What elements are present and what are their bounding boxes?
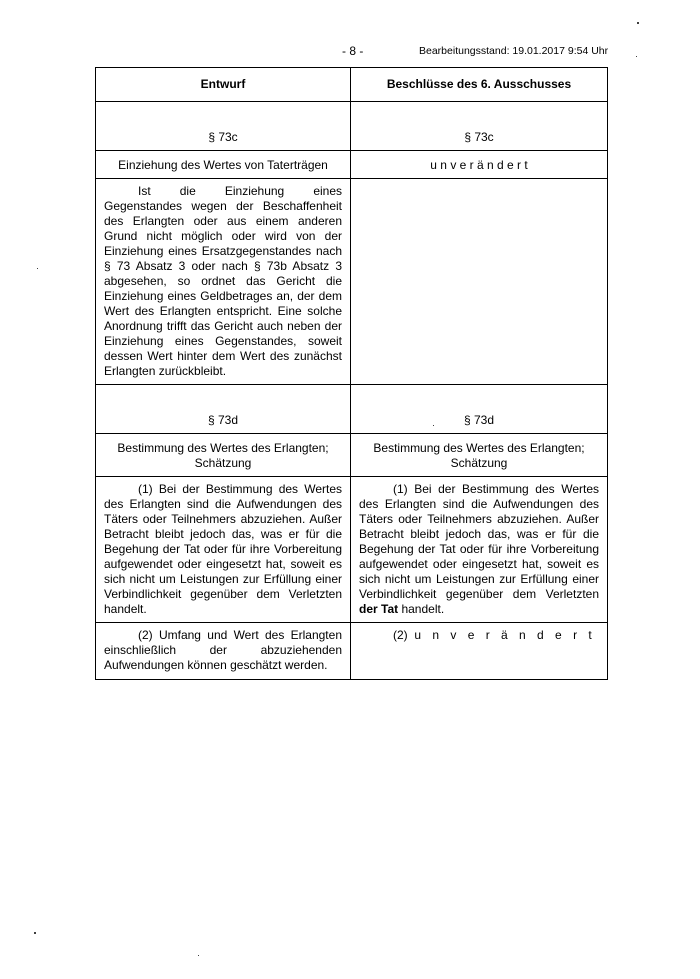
column-header-entwurf: Entwurf: [96, 68, 351, 102]
scan-speck: [34, 932, 36, 934]
bold-change: der Tat: [359, 602, 399, 616]
column-header-beschluesse: Beschlüsse des 6. Ausschusses: [351, 68, 608, 102]
absatz-2-left: [96, 623, 351, 680]
table-row: [96, 477, 608, 623]
paragraph-body-right: [351, 179, 608, 385]
edit-status: Bearbeitungsstand: 19.01.2017 9:54 Uhr: [419, 45, 609, 57]
paragraph-number-right: § 73d: [351, 385, 608, 434]
paragraph-number-left: § 73c: [96, 102, 351, 151]
paragraph-title-left: Einziehung des Wertes von Taterträgen: [96, 151, 351, 179]
paragraph-number-right: § 73c: [351, 102, 608, 151]
table-row: [96, 623, 608, 680]
absatz-number: (2): [393, 628, 408, 642]
page-number: - 8 -: [342, 44, 364, 58]
paragraph-number-left: § 73d: [96, 385, 351, 434]
paragraph-title-left: Bestimmung des Wertes des Erlangten; Schätzung: [96, 434, 351, 477]
absatz-1-right: [351, 477, 608, 623]
scan-speck: [198, 955, 199, 956]
body-text: Ist die Einziehung eines Gegenstandes wegen der Beschaffenheit des Erlangten oder aus einem anderen Grund nicht möglich oder wird von der Einziehung eines Ersatzgegenstandes nach § 73 Absatz 3 oder nach § 73b Absatz 3 abgesehen, so ordnet das Gericht die Einziehung eines Geldbetrages an, der dem Wert des Erlangten entspricht. Eine solche Anordnung trifft das Gericht auch neben der Einziehung eines Gegenstandes, soweit dessen Wert hinter dem Wert des zunächst Erlangten zurückbleibt.: [104, 184, 342, 378]
absatz-2-right: [351, 623, 608, 680]
absatz-1-left: [96, 477, 351, 623]
body-text: [359, 628, 599, 643]
table-row: [96, 102, 608, 151]
page-header: [0, 44, 700, 60]
synopsis-table: [95, 67, 608, 680]
table-row: [96, 385, 608, 434]
body-text: (2) Umfang und Wert des Erlangten einschließlich der abzuziehenden Aufwendungen können geschätzt werden.: [104, 628, 342, 672]
body-text-part: handelt.: [398, 602, 445, 616]
table-header-row: [96, 68, 608, 102]
unchanged-text: u n v e r ä n d e r t: [414, 628, 596, 642]
scan-speck: [433, 425, 434, 426]
paragraph-title-right: u n v e r ä n d e r t: [351, 151, 608, 179]
table-row: [96, 179, 608, 385]
body-text: [359, 482, 599, 617]
body-text: (1) Bei der Bestimmung des Wertes des Erlangten sind die Aufwendungen des Täters oder Teilnehmers abzuziehen. Außer Betracht bleibt jedoch das, was er für die Begehung der Tat oder für ihre Vorbereitung aufgewendet oder eingesetzt hat, soweit es sich nicht um Leistungen zur Erfüllung einer Verbindlichkeit gegenüber dem Verletzten handelt.: [104, 482, 342, 616]
scan-speck: [37, 268, 38, 269]
table-row: [96, 434, 608, 477]
body-text-part: (1) Bei der Bestimmung des Wertes des Erlangten sind die Aufwendungen des Täters oder Teilnehmers abzuziehen. Außer Betracht bleibt jedoch das, was er für die Begehung der Tat oder für ihre Vorbereitung aufgewendet oder eingesetzt hat, soweit es sich nicht um Leistungen zur Erfüllung einer Verbindlichkeit gegenüber dem Verletzten: [359, 482, 599, 601]
table-row: [96, 151, 608, 179]
paragraph-body-left: [96, 179, 351, 385]
scan-speck: [637, 22, 639, 24]
paragraph-title-right: Bestimmung des Wertes des Erlangten; Schätzung: [351, 434, 608, 477]
scan-speck: [636, 56, 637, 57]
